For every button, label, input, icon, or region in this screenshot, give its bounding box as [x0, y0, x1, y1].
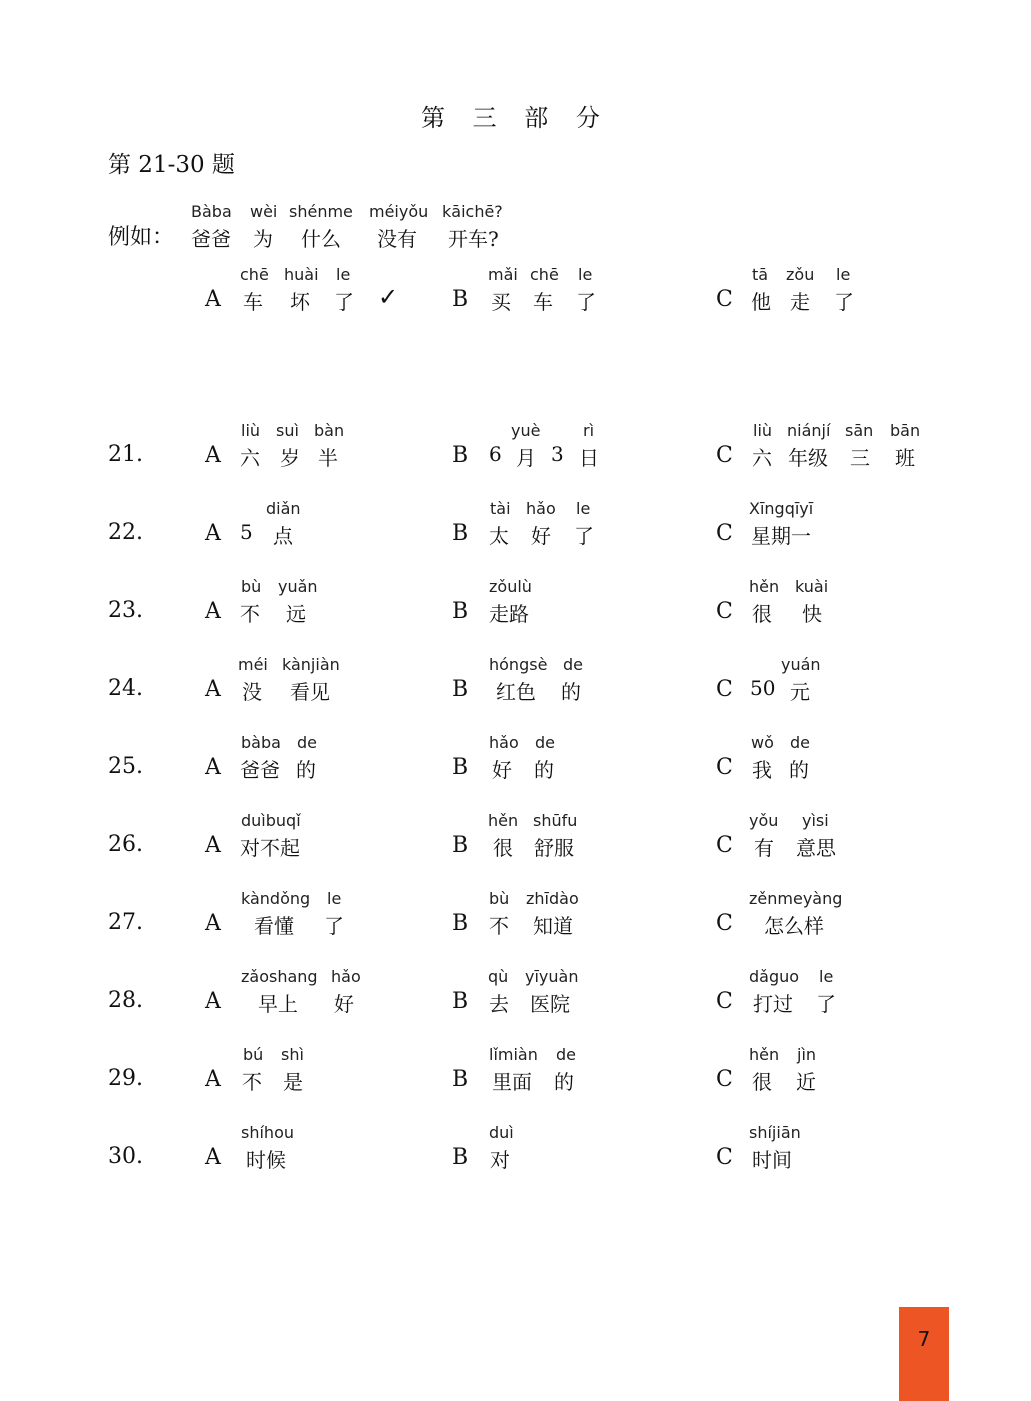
- pinyin: shíjiān: [749, 1123, 801, 1142]
- option-letter-b: B: [452, 1145, 469, 1170]
- pinyin: chē: [240, 265, 269, 284]
- pinyin: kāichē?: [442, 202, 503, 221]
- hanzi: 坏: [290, 290, 310, 314]
- option-letter-b: B: [452, 755, 469, 780]
- pinyin: bú: [243, 1045, 264, 1064]
- hanzi: 早上: [258, 992, 298, 1016]
- hanzi: 没有: [377, 227, 417, 251]
- pinyin: huài: [284, 265, 319, 284]
- pinyin: suì: [276, 421, 299, 440]
- option-letter-b: B: [452, 911, 469, 936]
- hanzi: 元: [790, 680, 810, 704]
- hanzi: 了: [816, 992, 836, 1016]
- hanzi: 六: [240, 446, 260, 470]
- pinyin: hǎo: [331, 967, 361, 986]
- pinyin: wǒ: [751, 733, 774, 752]
- option-letter-a: A: [205, 833, 221, 858]
- hanzi: 近: [796, 1070, 816, 1094]
- hanzi: 远: [286, 602, 306, 626]
- option-letter-a: A: [205, 989, 221, 1014]
- question-number: 23.: [108, 598, 143, 623]
- hanzi: 去: [489, 992, 509, 1016]
- page-number: 7: [917, 1327, 931, 1351]
- pinyin: hóngsè: [489, 655, 548, 674]
- hanzi: 了: [574, 524, 594, 548]
- hanzi: 的: [789, 758, 809, 782]
- pinyin: wèi: [250, 202, 278, 221]
- pinyin: Bàba: [191, 202, 232, 221]
- pinyin: méi: [238, 655, 268, 674]
- hanzi: 时候: [246, 1148, 286, 1172]
- question-number: 30.: [108, 1144, 143, 1169]
- hanzi: 时间: [752, 1148, 792, 1172]
- pinyin: yuǎn: [278, 577, 318, 596]
- option-letter-b: B: [452, 521, 469, 546]
- pinyin: zhīdào: [526, 889, 579, 908]
- hanzi: 舒服: [534, 836, 574, 860]
- hanzi: 他: [751, 290, 771, 314]
- option-letter-a: A: [205, 911, 221, 936]
- pinyin: hǎo: [526, 499, 556, 518]
- option-letter-c: C: [716, 833, 733, 858]
- question-range: 第 21-30 题: [108, 152, 235, 178]
- hanzi: 意思: [796, 836, 836, 860]
- page-number-box: [899, 1307, 949, 1401]
- hanzi: 开车?: [448, 227, 499, 251]
- pinyin: bù: [489, 889, 510, 908]
- hanzi: 了: [324, 914, 344, 938]
- pinyin: de: [297, 733, 317, 752]
- hanzi: 了: [834, 290, 854, 314]
- hanzi: 是: [283, 1070, 303, 1094]
- hanzi: 车: [243, 290, 263, 314]
- hanzi: 没: [242, 680, 262, 704]
- hanzi: 医院: [530, 992, 570, 1016]
- pinyin: qù: [488, 967, 509, 986]
- option-letter-c: C: [716, 443, 733, 468]
- hanzi: 对: [490, 1148, 510, 1172]
- option-letter-a: A: [205, 755, 221, 780]
- pinyin: le: [578, 265, 593, 284]
- pinyin: shíhou: [241, 1123, 294, 1142]
- option-letter-a: A: [205, 1145, 221, 1170]
- hanzi: 知道: [533, 914, 573, 938]
- pinyin: shūfu: [533, 811, 578, 830]
- pinyin: de: [556, 1045, 576, 1064]
- option-letter-c: C: [716, 989, 733, 1014]
- hanzi: 的: [534, 758, 554, 782]
- pinyin: lǐmiàn: [489, 1045, 538, 1064]
- question-number: 22.: [108, 520, 143, 545]
- option-letter-c: C: [716, 911, 733, 936]
- hanzi: 的: [561, 680, 581, 704]
- hanzi: 很: [752, 602, 772, 626]
- hanzi: 爸爸: [191, 227, 231, 251]
- hanzi: 50: [750, 676, 776, 700]
- pinyin: kànjiàn: [282, 655, 340, 674]
- pinyin: bàba: [241, 733, 281, 752]
- hanzi: 好: [334, 992, 354, 1016]
- question-number: 24.: [108, 676, 143, 701]
- pinyin: niánjí: [787, 421, 831, 440]
- hanzi: 好: [492, 758, 512, 782]
- pinyin: chē: [530, 265, 559, 284]
- hanzi: 星期一: [751, 524, 811, 548]
- hanzi: 看见: [290, 680, 330, 704]
- hanzi: 月: [516, 446, 536, 470]
- pinyin: de: [535, 733, 555, 752]
- pinyin: hǎo: [489, 733, 519, 752]
- pinyin: duìbuqǐ: [241, 811, 301, 830]
- hanzi: 走路: [489, 602, 529, 626]
- hanzi: 走: [790, 290, 810, 314]
- pinyin: kàndǒng: [241, 889, 311, 908]
- pinyin: yīyuàn: [525, 967, 579, 986]
- hanzi: 半: [318, 446, 338, 470]
- pinyin: tài: [490, 499, 511, 518]
- hanzi: 车: [533, 290, 553, 314]
- pinyin: hěn: [488, 811, 519, 830]
- hanzi: 怎么样: [764, 914, 824, 938]
- option-letter-a: A: [205, 443, 221, 468]
- option-letter-a: A: [205, 287, 221, 312]
- pinyin: le: [819, 967, 834, 986]
- pinyin: le: [336, 265, 351, 284]
- option-letter-c: C: [716, 599, 733, 624]
- pinyin: bù: [241, 577, 262, 596]
- pinyin: sān: [845, 421, 874, 440]
- hanzi: 不: [489, 914, 509, 938]
- question-number: 26.: [108, 832, 143, 857]
- hanzi: 6: [489, 442, 502, 466]
- hanzi: 岁: [280, 446, 300, 470]
- hanzi: 了: [576, 290, 596, 314]
- hanzi: 六: [752, 446, 772, 470]
- hanzi: 为: [253, 227, 273, 251]
- option-letter-b: B: [452, 599, 469, 624]
- hanzi: 的: [296, 758, 316, 782]
- option-letter-b: B: [452, 833, 469, 858]
- pinyin: le: [836, 265, 851, 284]
- hanzi: 三: [850, 446, 870, 470]
- option-letter-b: B: [452, 1067, 469, 1092]
- hanzi: 3: [551, 442, 564, 466]
- pinyin: bàn: [314, 421, 345, 440]
- option-letter-c: C: [716, 677, 733, 702]
- question-number: 28.: [108, 988, 143, 1013]
- pinyin: tā: [752, 265, 769, 284]
- option-letter-a: A: [205, 1067, 221, 1092]
- pinyin: liù: [241, 421, 261, 440]
- hanzi: 对不起: [240, 836, 300, 860]
- hanzi: 爸爸: [240, 758, 280, 782]
- pinyin: shì: [281, 1045, 304, 1064]
- hanzi: 我: [752, 758, 772, 782]
- pinyin: le: [576, 499, 591, 518]
- pinyin: zǒulù: [489, 577, 532, 596]
- pinyin: liù: [753, 421, 773, 440]
- example-label: 例如：: [108, 225, 175, 250]
- section-title: 第 三 部 分: [421, 104, 610, 132]
- hanzi: 买: [491, 290, 511, 314]
- hanzi: 里面: [492, 1070, 532, 1094]
- hanzi: 不: [242, 1070, 262, 1094]
- option-letter-b: B: [452, 287, 469, 312]
- pinyin: diǎn: [266, 499, 301, 518]
- question-number: 25.: [108, 754, 143, 779]
- pinyin: yǒu: [749, 811, 779, 830]
- pinyin: Xīngqīyī: [749, 499, 814, 518]
- option-letter-a: A: [205, 521, 221, 546]
- pinyin: kuài: [795, 577, 829, 596]
- pinyin: hěn: [749, 577, 780, 596]
- pinyin: zǎoshang: [241, 967, 318, 986]
- option-letter-b: B: [452, 677, 469, 702]
- hanzi: 点: [273, 524, 293, 548]
- pinyin: shénme: [289, 202, 353, 221]
- pinyin: yuè: [511, 421, 541, 440]
- pinyin: yìsi: [802, 811, 829, 830]
- hanzi: 日: [579, 446, 599, 470]
- pinyin: bān: [890, 421, 921, 440]
- hanzi: 很: [493, 836, 513, 860]
- pinyin: de: [563, 655, 583, 674]
- question-number: 27.: [108, 910, 143, 935]
- option-letter-a: A: [205, 599, 221, 624]
- hanzi: 的: [554, 1070, 574, 1094]
- hanzi: 红色: [496, 680, 536, 704]
- hanzi: 太: [489, 524, 509, 548]
- pinyin: le: [327, 889, 342, 908]
- option-letter-c: C: [716, 1067, 733, 1092]
- pinyin: duì: [489, 1123, 514, 1142]
- pinyin: de: [790, 733, 810, 752]
- hanzi: 看懂: [254, 914, 294, 938]
- pinyin: rì: [583, 421, 595, 440]
- option-letter-c: C: [716, 287, 733, 312]
- hanzi: 什么: [301, 227, 341, 251]
- option-letter-a: A: [205, 677, 221, 702]
- question-number: 29.: [108, 1066, 143, 1091]
- pinyin: jìn: [797, 1045, 817, 1064]
- hanzi: 很: [752, 1070, 772, 1094]
- hanzi: 打过: [753, 992, 793, 1016]
- pinyin: yuán: [781, 655, 821, 674]
- pinyin: méiyǒu: [369, 202, 429, 221]
- hanzi: 5: [240, 520, 253, 544]
- checkmark-icon: ✓: [378, 283, 399, 311]
- pinyin: hěn: [749, 1045, 780, 1064]
- option-letter-b: B: [452, 443, 469, 468]
- pinyin: zǒu: [786, 265, 815, 284]
- option-letter-c: C: [716, 1145, 733, 1170]
- hanzi: 好: [531, 524, 551, 548]
- question-number: 21.: [108, 442, 143, 467]
- hanzi: 有: [754, 836, 774, 860]
- option-letter-c: C: [716, 521, 733, 546]
- hanzi: 了: [334, 290, 354, 314]
- pinyin: mǎi: [488, 265, 518, 284]
- pinyin: zěnmeyàng: [749, 889, 843, 908]
- hanzi: 年级: [788, 446, 828, 470]
- pinyin: dǎguo: [749, 967, 800, 986]
- option-letter-c: C: [716, 755, 733, 780]
- hanzi: 快: [802, 602, 822, 626]
- hanzi: 不: [240, 602, 260, 626]
- option-letter-b: B: [452, 989, 469, 1014]
- hanzi: 班: [895, 446, 915, 470]
